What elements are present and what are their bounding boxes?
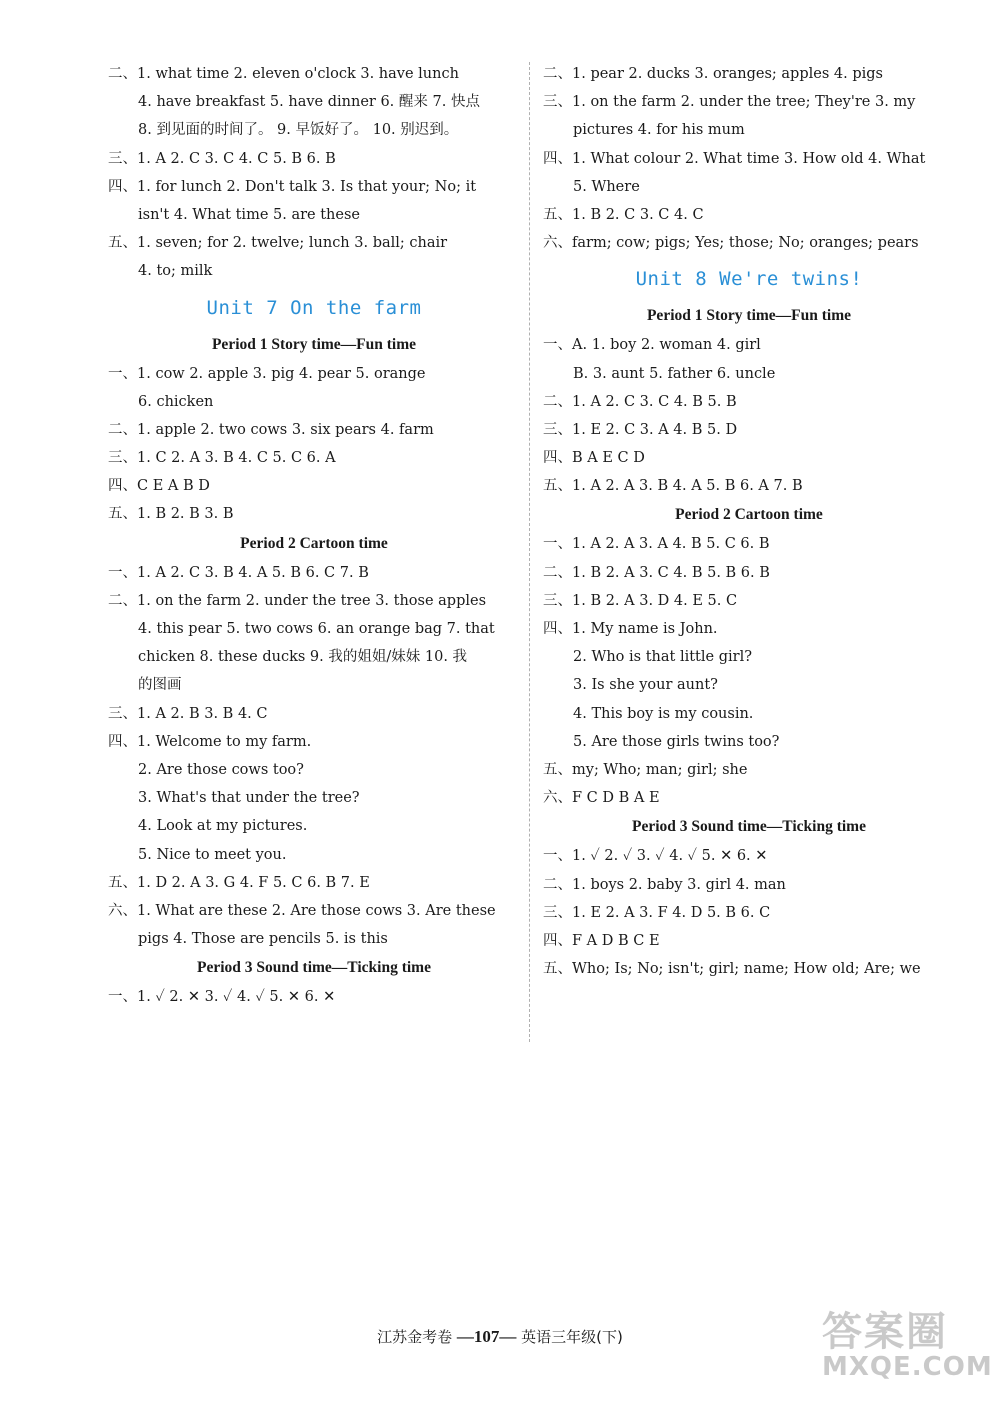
answer-line: 5. Where	[573, 178, 640, 195]
answer-line: 8. 到见面的时间了。 9. 早饭好了。 10. 别迟到。	[138, 122, 459, 139]
watermark-glyphs: 答案圈	[822, 1309, 948, 1355]
answer-line: 3. What's that under the tree?	[138, 790, 360, 807]
answer-line: pigs 4. Those are pencils 5. is this	[138, 931, 388, 948]
answer-line: 二、1. boys 2. baby 3. girl 4. man	[543, 876, 786, 893]
answer-line: 6. chicken	[138, 393, 214, 410]
answer-line: 一、A. 1. boy 2. woman 4. girl	[543, 337, 761, 354]
period-title: Period 2 Cartoon time	[240, 534, 388, 552]
left-column	[108, 60, 520, 1011]
answer-line: 四、1. Welcome to my farm.	[108, 733, 312, 750]
answer-line: 五、1. A 2. A 3. B 4. A 5. B 6. A 7. B	[543, 478, 803, 495]
answer-line: 一、1. ✓ 2. ✓ 3. ✓ 4. ✓ 5. ✕ 6. ✕	[543, 848, 768, 865]
unit-title: Unit 7 On the farm	[206, 296, 422, 319]
answer-line: 5. Nice to meet you.	[138, 846, 287, 863]
answer-line: 二、1. on the farm 2. under the tree 3. those apples	[108, 592, 487, 609]
right-column	[543, 60, 955, 983]
subject-label: 英语三年级(下)	[521, 1328, 623, 1346]
answer-line: 4. have breakfast 5. have dinner 6. 醒来 7. 快点	[138, 94, 480, 111]
answer-line: 4. this pear 5. two cows 6. an orange bag 7. that	[138, 621, 495, 637]
watermark-url: MXQE.COM	[822, 1352, 993, 1382]
answer-line: isn't 4. What time 5. are these	[138, 206, 360, 223]
answer-line: 5. Are those girls twins too?	[573, 733, 780, 750]
answer-line: 三、1. B 2. A 3. D 4. E 5. C	[543, 592, 738, 609]
period-title: Period 1 Story time—Fun time	[211, 335, 417, 353]
answer-line: B. 3. aunt 5. father 6. uncle	[573, 365, 776, 382]
answer-line: 二、1. what time 2. eleven o'clock 3. have lunch	[108, 66, 459, 82]
answer-line: 五、1. D 2. A 3. G 4. F 5. C 6. B 7. E	[108, 874, 370, 891]
answer-line: 四、1. What colour 2. What time 3. How old 4. What	[543, 150, 926, 167]
watermark-logo	[822, 1300, 993, 1392]
book-title: 江苏金考卷	[377, 1328, 453, 1346]
answer-line: 三、1. A 2. B 3. B 4. C	[108, 705, 268, 722]
answer-line: 2. Are those cows too?	[138, 761, 304, 778]
answer-line: 一、1. ✓ 2. ✕ 3. ✓ 4. ✓ 5. ✕ 6. ✕	[108, 989, 336, 1006]
answer-line: 六、1. What are these 2. Are those cows 3. Are these	[108, 902, 496, 919]
answer-line: 二、1. B 2. A 3. C 4. B 5. B 6. B	[543, 564, 770, 581]
answer-line: 4. to; milk	[138, 263, 213, 280]
answer-line: 一、1. A 2. C 3. B 4. A 5. B 6. C 7. B	[108, 564, 369, 581]
answer-line: 三、1. C 2. A 3. B 4. C 5. C 6. A	[108, 450, 336, 467]
answer-line: 五、1. seven; for 2. twelve; lunch 3. ball; chair	[108, 235, 448, 252]
period-title: Period 3 Sound time—Ticking time	[197, 959, 431, 977]
answer-line: 三、1. on the farm 2. under the tree; They're 3. my	[543, 94, 916, 111]
answer-line: 的图画	[138, 677, 182, 694]
answer-line: 4. Look at my pictures.	[138, 818, 308, 835]
answer-line: 三、1. E 2. C 3. A 4. B 5. D	[543, 421, 738, 438]
answer-line: 2. Who is that little girl?	[573, 649, 752, 666]
unit-title: Unit 8 We're twins!	[635, 268, 863, 291]
answer-line: 三、1. E 2. A 3. F 4. D 5. B 6. C	[543, 904, 771, 921]
period-title: Period 1 Story time—Fun time	[646, 307, 852, 325]
answer-line: 四、C E A B D	[108, 478, 210, 495]
answer-line: 五、my; Who; man; girl; she	[543, 761, 748, 778]
answer-line: 4. This boy is my cousin.	[573, 705, 754, 722]
answer-line: pictures 4. for his mum	[573, 122, 745, 139]
answer-line: 一、1. cow 2. apple 3. pig 4. pear 5. orange	[108, 365, 426, 382]
answer-line: 3. Is she your aunt?	[573, 677, 718, 694]
answer-line: 四、F A D B C E	[543, 932, 660, 949]
answer-line: 五、Who; Is; No; isn't; girl; name; How old; Are; we	[543, 961, 921, 978]
answer-line: 六、farm; cow; pigs; Yes; those; No; oranges; pears	[543, 235, 919, 252]
answer-line: 二、1. A 2. C 3. C 4. B 5. B	[543, 393, 737, 410]
answer-line: 五、1. B 2. C 3. C 4. C	[543, 206, 704, 223]
column-divider	[529, 62, 530, 1042]
period-title: Period 3 Sound time—Ticking time	[632, 818, 866, 836]
answer-line: 二、1. apple 2. two cows 3. six pears 4. farm	[108, 421, 434, 438]
answer-line: 四、1. for lunch 2. Don't talk 3. Is that your; No; it	[108, 178, 477, 195]
answer-line: 五、1. B 2. B 3. B	[108, 506, 234, 523]
period-title: Period 2 Cartoon time	[675, 506, 823, 524]
answer-line: 二、1. pear 2. ducks 3. oranges; apples 4. pigs	[543, 66, 883, 82]
page-number: —107—	[456, 1327, 517, 1346]
answer-line: 四、B A E C D	[543, 450, 645, 467]
answer-line: 三、1. A 2. C 3. C 4. C 5. B 6. B	[108, 150, 336, 167]
answer-line: 六、F C D B A E	[543, 790, 660, 807]
answer-line: 一、1. A 2. A 3. A 4. B 5. C 6. B	[543, 536, 770, 553]
answer-line: 四、1. My name is John.	[543, 621, 718, 637]
answer-line: chicken 8. these ducks 9. 我的姐姐/妹妹 10. 我	[138, 649, 468, 666]
